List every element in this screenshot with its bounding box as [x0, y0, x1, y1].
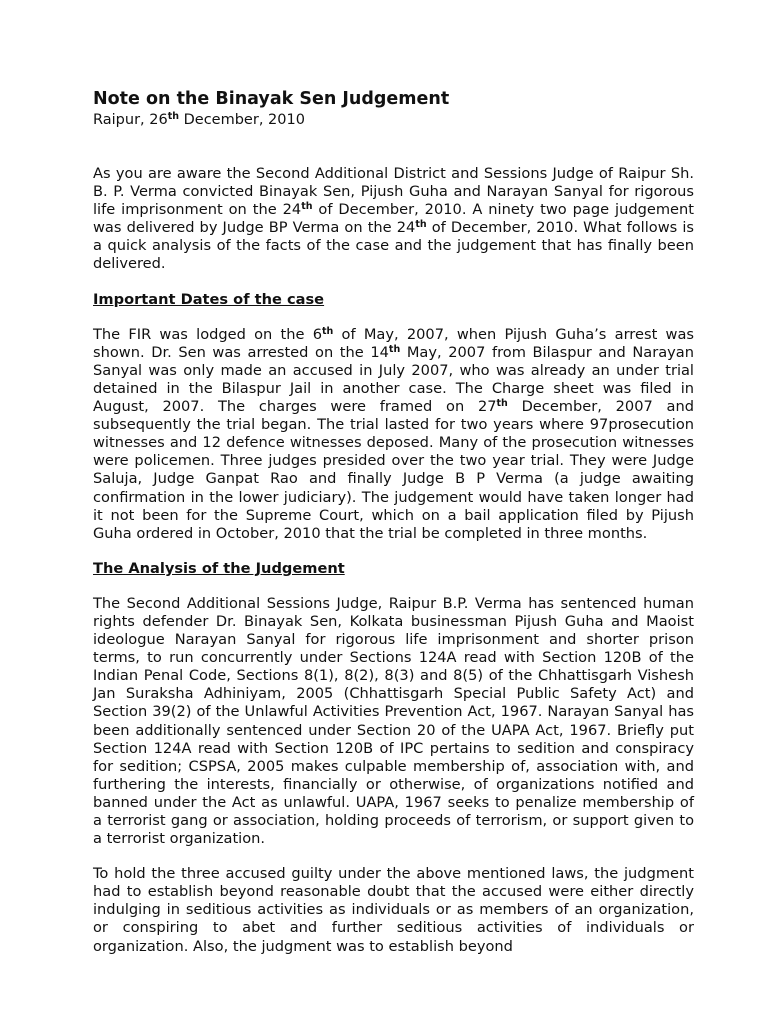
dates-text-1: The FIR was lodged on the 6: [93, 325, 322, 343]
section-heading-dates: Important Dates of the case: [93, 290, 325, 308]
dates-ordinal-2: th: [388, 343, 401, 355]
section-heading-analysis: The Analysis of the Judgement: [93, 559, 345, 577]
intro-text-2: of December, 2010. A ninety two page judgement was delivered by Judge BP Verma on the 24: [93, 201, 694, 237]
intro-ordinal-1: th: [301, 201, 313, 213]
document-page: [93, 88, 694, 973]
dateline-rest: December, 2010: [179, 112, 305, 128]
dateline: [93, 110, 694, 130]
intro-ordinal-2: th: [415, 219, 427, 231]
intro-text-1: As you are aware the Second Additional District and Sessions Judge of Raipur Sh. B. P. Verma convicted Binayak Sen, Pijush Guha and Narayan Sanyal for rigorous life imprisonment on the 24: [93, 165, 694, 219]
dateline-ordinal: th: [167, 111, 180, 122]
intro-paragraph: [93, 165, 694, 274]
analysis-paragraph-2: To hold the three accused guilty under the above mentioned laws, the judgment had to establish beyond reasonable doubt that the accused were either directly indulging in seditious activities as individuals or as members of an organization, or conspiring to abet and further seditious activities of individuals or organization. Also, the judgment was to establish beyond: [93, 865, 694, 955]
dates-ordinal-1: th: [321, 325, 334, 337]
analysis-paragraph-1: The Second Additional Sessions Judge, Raipur B.P. Verma has sentenced human rights defender Dr. Binayak Sen, Kolkata businessman Pijush Guha and Maoist ideologue Narayan Sanyal for rigorous life imprisonment and shorter prison terms, to run concurrently under Sections 124A read with Section 120B of the Indian Penal Code, Sections 8(1), 8(2), 8(3) and 8(5) of the Chhattisgarh Vishesh Jan Suraksha Adhiniyam, 2005 (Chhattisgarh Special Public Safety Act) and Section 39(2) of the Unlawful Activities Prevention Act, 1967. Narayan Sanyal has been additionally sentenced under Section 20 of the UAPA Act, 1967. Briefly put Section 124A read with Section 120B of IPC pertains to sedition and conspiracy for sedition; CSPSA, 2005 makes culpable membership of, association with, and furthering the interests, financially or otherwise, of organizations notified and banned under the Act as unlawful. UAPA, 1967 seeks to penalize membership of a terrorist gang or association, holding proceeds of terrorism, or support given to a terrorist organization.: [93, 594, 694, 848]
dateline-place: Raipur, 26: [93, 112, 168, 128]
intro-text-3: of December, 2010. What follows is a quick analysis of the facts of the case and the judgement that has finally been delivered.: [93, 219, 695, 273]
dates-text-2: of May, 2007, when Pijush Guha’s arrest was shown. Dr. Sen was arrested on the 14: [93, 325, 694, 361]
document-title: Note on the Binayak Sen Judgement: [93, 89, 450, 109]
dates-paragraph: [93, 326, 694, 543]
dates-text-3: May, 2007 from Bilaspur and Narayan Sanyal was only made an accused in July 2007, who was already an under trial detained in the Bilaspur Jail in another case. The Charge sheet was filed in August, 2007. The charges were framed on 27: [93, 343, 695, 416]
dates-text-4: December, 2007 and subsequently the trial began. The trial lasted for two years where 97prosecution witnesses and 12 defence witnesses deposed. Many of the prosecution witnesses were policemen. Three judges presided over the two year trial. They were Judge Saluja, Judge Ganpat Rao and finally Judge B P Verma (a judge awaiting confirmation in the lower judiciary). The judgement would have taken longer had it not been for the Supreme Court, which on a bail application filed by Pijush Guha ordered in October, 2010 that the trial be completed in three months.: [93, 398, 694, 542]
dates-ordinal-3: th: [496, 398, 508, 410]
